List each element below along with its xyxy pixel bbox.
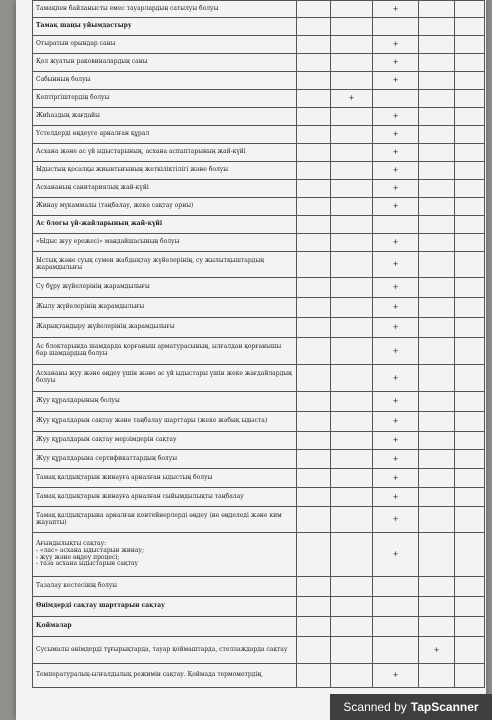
criterion-label: Қол жуатын раковиналардың саны: [33, 54, 297, 72]
criterion-label: Асхана және ас үй ыдыстарының, асхана аспаптарының жай-күйі: [33, 144, 297, 162]
mark-cell: [455, 1, 485, 18]
table-row: [33, 90, 485, 108]
mark-cell: +: [373, 54, 419, 72]
mark-cell: [419, 617, 455, 637]
mark-cell: [331, 637, 373, 664]
table-row: [33, 432, 485, 450]
mark-cell: [297, 597, 331, 617]
table-row: [33, 162, 485, 180]
mark-cell: +: [373, 162, 419, 180]
table-row: [33, 198, 485, 216]
table-row: [33, 72, 485, 90]
mark-cell: [297, 392, 331, 412]
mark-cell: [331, 234, 373, 252]
criterion-label: Ас блоктарында шамдарда қорғаныш арматурасының, ылғалдан қорғанышы бар шамдардың болуы: [33, 338, 297, 365]
mark-cell: [297, 577, 331, 597]
mark-cell: [455, 252, 485, 278]
mark-cell: [419, 318, 455, 338]
mark-cell: +: [373, 36, 419, 54]
mark-cell: +: [373, 469, 419, 488]
mark-cell: [455, 432, 485, 450]
mark-cell: [455, 617, 485, 637]
mark-cell: [455, 577, 485, 597]
watermark-brand: TapScanner: [410, 700, 479, 714]
table-row: [33, 278, 485, 298]
mark-cell: +: [373, 72, 419, 90]
mark-cell: [331, 432, 373, 450]
mark-cell: [455, 392, 485, 412]
mark-cell: +: [373, 126, 419, 144]
mark-cell: [419, 54, 455, 72]
table-row: [33, 298, 485, 318]
criterion-label: Отыратын орындар саны: [33, 36, 297, 54]
mark-cell: [455, 234, 485, 252]
criterion-label: Температуралық-ылғалдылық режимін сақтау. Қоймада термометрдің,: [33, 664, 297, 688]
mark-cell: [331, 617, 373, 637]
mark-cell: [331, 318, 373, 338]
mark-cell: [419, 252, 455, 278]
mark-cell: [455, 18, 485, 36]
criterion-label: Кептіргіштердің болуы: [33, 90, 297, 108]
mark-cell: [455, 198, 485, 216]
mark-cell: [419, 72, 455, 90]
criterion-label: Жуу құралдарына сертификаттардың болуы: [33, 450, 297, 469]
table-row: [33, 392, 485, 412]
mark-cell: [455, 72, 485, 90]
mark-cell: [455, 488, 485, 507]
mark-cell: [297, 278, 331, 298]
section-heading: Тамақ шаңы уйымдастыру: [33, 18, 297, 36]
criterion-label: Тамақ қалдықтарын жинауға арналған сыйымдылықты таңбалау: [33, 488, 297, 507]
mark-cell: [419, 1, 455, 18]
table-row: [33, 338, 485, 365]
mark-cell: [373, 216, 419, 234]
mark-cell: [297, 1, 331, 18]
section-heading: Қоймалар: [33, 617, 297, 637]
mark-cell: [455, 597, 485, 617]
mark-cell: [419, 469, 455, 488]
mark-cell: [297, 664, 331, 688]
table-row: [33, 252, 485, 278]
mark-cell: [455, 318, 485, 338]
mark-cell: [455, 338, 485, 365]
mark-cell: [419, 180, 455, 198]
mark-cell: [331, 392, 373, 412]
mark-cell: [297, 36, 331, 54]
mark-cell: [297, 617, 331, 637]
watermark-prefix: Scanned by: [343, 700, 407, 714]
mark-cell: [419, 298, 455, 318]
criterion-label: Тамақпен байланысты емес тауарлардың сатылуы болуы: [33, 1, 297, 18]
mark-cell: [297, 412, 331, 432]
criterion-label: Тамақ қалдықтарын жинауға арналған ыдыстың болуы: [33, 469, 297, 488]
table-row: [33, 469, 485, 488]
criterion-label: Жылу жүйелерінің жарамдылығы: [33, 298, 297, 318]
mark-cell: [331, 252, 373, 278]
mark-cell: +: [373, 365, 419, 392]
mark-cell: [331, 144, 373, 162]
table-row: [33, 54, 485, 72]
mark-cell: [331, 597, 373, 617]
mark-cell: [297, 144, 331, 162]
mark-cell: [455, 278, 485, 298]
mark-cell: [419, 234, 455, 252]
table-row: [33, 412, 485, 432]
mark-cell: [455, 664, 485, 688]
mark-cell: [297, 18, 331, 36]
mark-cell: [419, 488, 455, 507]
mark-cell: [419, 432, 455, 450]
mark-cell: [455, 144, 485, 162]
mark-cell: [419, 664, 455, 688]
criterion-label: Жуу құралдарын сақтау және таңбалау шарттары (жеке жабық ыдыста): [33, 412, 297, 432]
table-row: [33, 507, 485, 533]
mark-cell: +: [373, 198, 419, 216]
mark-cell: [331, 365, 373, 392]
mark-cell: [455, 180, 485, 198]
mark-cell: [419, 162, 455, 180]
table-row: [33, 318, 485, 338]
mark-cell: [419, 450, 455, 469]
mark-cell: [297, 488, 331, 507]
mark-cell: [419, 36, 455, 54]
mark-cell: [297, 54, 331, 72]
mark-cell: [331, 412, 373, 432]
table-row: [33, 664, 485, 688]
mark-cell: [455, 126, 485, 144]
mark-cell: [297, 533, 331, 577]
mark-cell: [331, 450, 373, 469]
mark-cell: [297, 432, 331, 450]
mark-cell: [373, 90, 419, 108]
mark-cell: +: [373, 392, 419, 412]
table-row: [33, 488, 485, 507]
mark-cell: +: [373, 298, 419, 318]
criterion-label: Тазалау кестесінің болуы: [33, 577, 297, 597]
mark-cell: [297, 365, 331, 392]
mark-cell: [419, 198, 455, 216]
section-heading: Өнімдерді сақтау шарттарын сақтау: [33, 597, 297, 617]
criterion-label: Жуу құралдарын сақтау мерзімдерін сақтау: [33, 432, 297, 450]
mark-cell: [331, 162, 373, 180]
table-row: [33, 365, 485, 392]
mark-cell: +: [373, 507, 419, 533]
mark-cell: [455, 469, 485, 488]
table-row: [33, 577, 485, 597]
table-row: [33, 234, 485, 252]
criterion-label: Асхананы жуу және өңдеу үшін және ас үй ыдыстары үшін жеке жағдайлардың болуы: [33, 365, 297, 392]
mark-cell: +: [373, 234, 419, 252]
mark-cell: [455, 162, 485, 180]
mark-cell: [331, 533, 373, 577]
criterion-label: Жуу құралдарының болуы: [33, 392, 297, 412]
mark-cell: [455, 365, 485, 392]
mark-cell: [419, 338, 455, 365]
mark-cell: [373, 597, 419, 617]
criterion-label: «Ыдыс жуу ережесі» мандайшасының болуы: [33, 234, 297, 252]
mark-cell: [297, 72, 331, 90]
mark-cell: [419, 597, 455, 617]
mark-cell: [455, 298, 485, 318]
mark-cell: +: [373, 664, 419, 688]
mark-cell: [373, 577, 419, 597]
criterion-label: Үстелдерді өңдеуге арналған құрал: [33, 126, 297, 144]
section-heading: Ас блогы үй-жайларының жай-күйі: [33, 216, 297, 234]
table-row: [33, 1, 485, 18]
mark-cell: +: [373, 180, 419, 198]
mark-cell: [455, 54, 485, 72]
mark-cell: +: [373, 1, 419, 18]
mark-cell: [419, 392, 455, 412]
table-row: [33, 36, 485, 54]
mark-cell: [419, 412, 455, 432]
mark-cell: [455, 450, 485, 469]
criterion-label: Ыстық және суық сумен жабдықтау жүйелерінің, су жылытқыштардың жарамдылығы: [33, 252, 297, 278]
mark-cell: [297, 198, 331, 216]
mark-cell: [297, 126, 331, 144]
mark-cell: [419, 365, 455, 392]
mark-cell: [419, 533, 455, 577]
mark-cell: [297, 469, 331, 488]
mark-cell: [455, 412, 485, 432]
mark-cell: [419, 126, 455, 144]
table-row: [33, 450, 485, 469]
mark-cell: [297, 108, 331, 126]
mark-cell: [373, 637, 419, 664]
mark-cell: [373, 18, 419, 36]
mark-cell: [373, 617, 419, 637]
mark-cell: +: [373, 412, 419, 432]
criterion-label: Жиһаздың жағдайы: [33, 108, 297, 126]
mark-cell: +: [331, 90, 373, 108]
mark-cell: [331, 577, 373, 597]
mark-cell: [297, 162, 331, 180]
mark-cell: [419, 577, 455, 597]
mark-cell: [455, 216, 485, 234]
mark-cell: [331, 664, 373, 688]
mark-cell: [331, 18, 373, 36]
mark-cell: +: [373, 488, 419, 507]
mark-cell: [455, 507, 485, 533]
mark-cell: +: [373, 338, 419, 365]
inspection-checklist-table: [32, 0, 485, 688]
mark-cell: [297, 216, 331, 234]
mark-cell: [455, 36, 485, 54]
mark-cell: +: [373, 533, 419, 577]
mark-cell: [419, 278, 455, 298]
mark-cell: +: [373, 450, 419, 469]
mark-cell: [297, 637, 331, 664]
mark-cell: +: [373, 252, 419, 278]
mark-cell: [331, 278, 373, 298]
mark-cell: +: [419, 637, 455, 664]
mark-cell: [331, 216, 373, 234]
table-row: [33, 180, 485, 198]
mark-cell: [331, 108, 373, 126]
mark-cell: [455, 90, 485, 108]
mark-cell: [419, 90, 455, 108]
mark-cell: [331, 298, 373, 318]
mark-cell: [297, 252, 331, 278]
mark-cell: [331, 1, 373, 18]
table-row: [33, 108, 485, 126]
criterion-label: Су бұру жүйелерінің жарамдылығы: [33, 278, 297, 298]
mark-cell: [419, 18, 455, 36]
criterion-label: Асхананың санитариялық жай-күйі: [33, 180, 297, 198]
mark-cell: [297, 298, 331, 318]
mark-cell: [297, 180, 331, 198]
criterion-label: Жарықтандыру жүйелерінің жарамдылығы: [33, 318, 297, 338]
table-row: [33, 637, 485, 664]
mark-cell: [331, 198, 373, 216]
criterion-label: Сусымалы өнімдерді тұғырықтарда, тауар қоймаштарда, стеллаждарда сақтау: [33, 637, 297, 664]
criterion-label: Сабынның болуы: [33, 72, 297, 90]
mark-cell: +: [373, 108, 419, 126]
mark-cell: +: [373, 432, 419, 450]
mark-cell: [455, 108, 485, 126]
mark-cell: [419, 507, 455, 533]
criterion-label: Ағындылықты сақтау: - «лас» асхана ыдыстарын жинау; - жуу және өңдеу процесі; - таза асхана ыдыстарын сақтау: [33, 533, 297, 577]
mark-cell: +: [373, 318, 419, 338]
mark-cell: [331, 488, 373, 507]
mark-cell: [297, 450, 331, 469]
mark-cell: [331, 54, 373, 72]
mark-cell: +: [373, 144, 419, 162]
mark-cell: [419, 144, 455, 162]
mark-cell: [331, 469, 373, 488]
table-row: [33, 144, 485, 162]
table-row: [33, 617, 485, 637]
criterion-label: Жинау мүкаммалы (таңбалау, жеке сақтау орны): [33, 198, 297, 216]
mark-cell: [331, 36, 373, 54]
criterion-label: Ыдыстың қосалқы жиынтығының жеткіліктілігі және болуы: [33, 162, 297, 180]
mark-cell: [419, 216, 455, 234]
mark-cell: [297, 318, 331, 338]
table-row: [33, 597, 485, 617]
mark-cell: [297, 90, 331, 108]
mark-cell: [297, 507, 331, 533]
mark-cell: [419, 108, 455, 126]
table-row: [33, 216, 485, 234]
table-row: [33, 126, 485, 144]
mark-cell: [331, 507, 373, 533]
mark-cell: [455, 533, 485, 577]
mark-cell: [331, 338, 373, 365]
mark-cell: [455, 637, 485, 664]
mark-cell: [297, 338, 331, 365]
table-row: [33, 18, 485, 36]
mark-cell: [331, 126, 373, 144]
table-row: [33, 533, 485, 577]
mark-cell: [297, 234, 331, 252]
mark-cell: [331, 72, 373, 90]
mark-cell: +: [373, 278, 419, 298]
scanner-watermark: [330, 694, 492, 720]
criterion-label: Тамақ қалдықтарына арналған контейнерлерді өңдеу (не өңделеді және ким жауапты): [33, 507, 297, 533]
mark-cell: [331, 180, 373, 198]
